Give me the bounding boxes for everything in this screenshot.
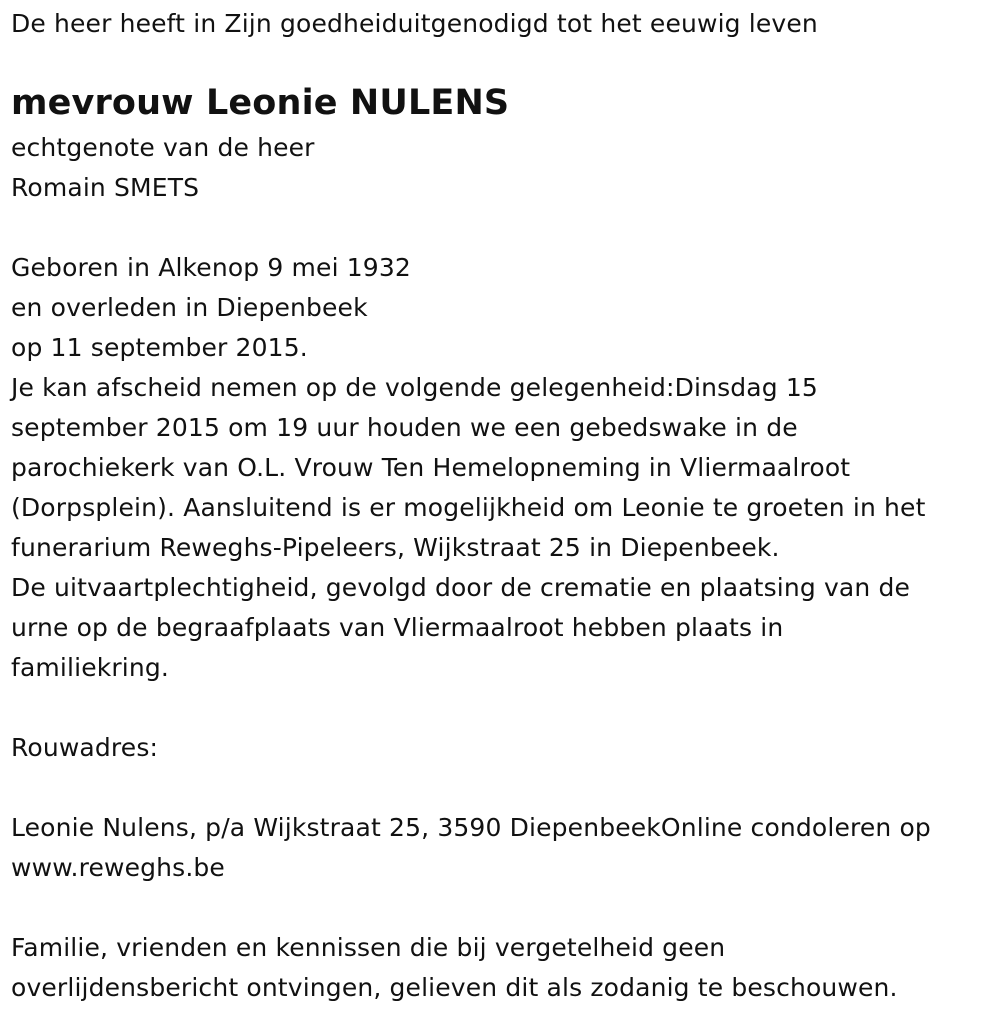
spacer xyxy=(11,688,991,728)
deceased-name: mevrouw Leonie NULENS xyxy=(11,83,510,123)
relation-line-2: Romain SMETS xyxy=(11,173,200,202)
spacer xyxy=(11,888,991,928)
intro-text: De heer heeft in Zijn goedheiduitgenodigd tot het eeuwig leven xyxy=(11,9,818,38)
ceremony-line: parochiekerk van O.L. Vrouw Ten Hemelopneming in Vliermaalroot xyxy=(11,453,851,482)
spacer xyxy=(11,768,991,808)
spacer xyxy=(11,208,991,248)
death-place: en overleden in Diepenbeek xyxy=(11,293,368,322)
obituary-notice xyxy=(11,4,991,1008)
ceremony-line: urne op de begraafplaats van Vliermaalroot hebben plaats in xyxy=(11,613,784,642)
closing-line-1: Familie, vrienden en kennissen die bij vergetelheid geen xyxy=(11,933,726,962)
ceremony-line: (Dorpsplein). Aansluitend is er mogelijkheid om Leonie te groeten in het xyxy=(11,493,926,522)
ceremony-line: funerarium Reweghs-Pipeleers, Wijkstraat 25 in Diepenbeek. xyxy=(11,533,780,562)
ceremony-line: Je kan afscheid nemen op de volgende gelegenheid:Dinsdag 15 xyxy=(11,373,818,402)
birth-info: Geboren in Alkenop 9 mei 1932 xyxy=(11,253,411,282)
relation-line-1: echtgenote van de heer xyxy=(11,133,315,162)
ceremony-line: De uitvaartplechtigheid, gevolgd door de crematie en plaatsing van de xyxy=(11,573,911,602)
closing-line-2: overlijdensbericht ontvingen, gelieven dit als zodanig te beschouwen. xyxy=(11,973,898,1002)
ceremony-line: familiekring. xyxy=(11,653,170,682)
address-line: Leonie Nulens, p/a Wijkstraat 25, 3590 DiepenbeekOnline condoleren op xyxy=(11,813,931,842)
ceremony-paragraph xyxy=(11,368,991,688)
ceremony-line: september 2015 om 19 uur houden we een gebedswake in de xyxy=(11,413,798,442)
death-date: op 11 september 2015. xyxy=(11,333,308,362)
website-text: www.reweghs.be xyxy=(11,853,225,882)
address-label: Rouwadres: xyxy=(11,733,159,762)
